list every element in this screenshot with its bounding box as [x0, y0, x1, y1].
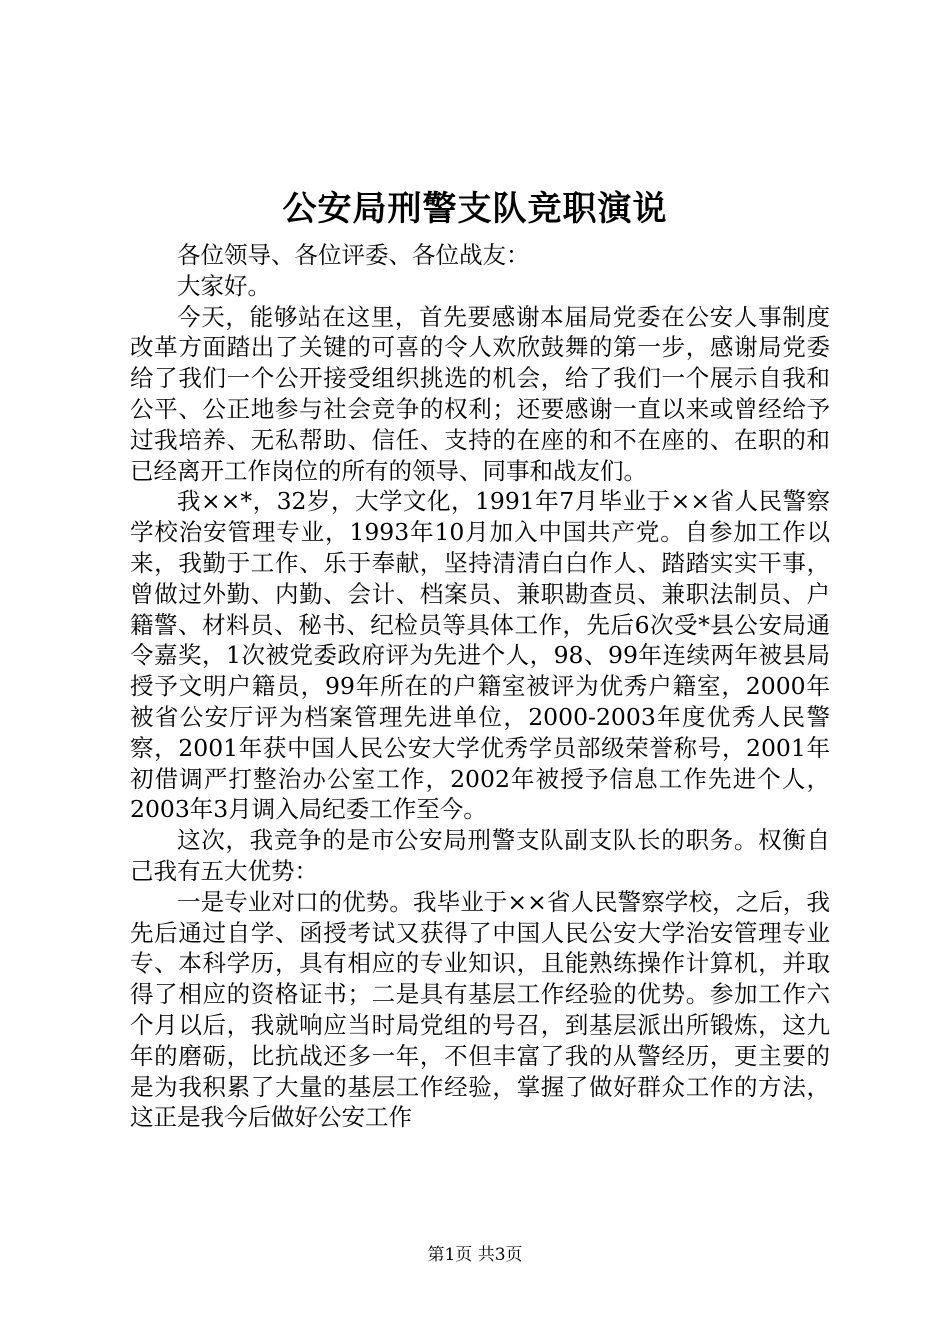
- document-title: 公安局刑警支队竞职演说: [282, 189, 668, 229]
- document-body: [130, 240, 830, 1133]
- paragraph-position: 这次，我竞争的是市公安局刑警支队副支队长的职务。权衡自己我有五大优势：: [130, 826, 830, 885]
- page-number-footer: 第1页 共3页: [427, 1245, 523, 1265]
- paragraph-salutation: 各位领导、各位评委、各位战友：: [177, 241, 530, 269]
- paragraph-greeting: 大家好。: [177, 271, 271, 300]
- paragraph-self-introduction: 我××*，32岁，大学文化，1991年7月毕业于××省人民警察学校治安管理专业，1993年10月加入中国共产党。自参加工作以来，我勤于工作、乐于奉献，坚持清清白白作人、踏踏实实干事，曾做过外勤、内勤、会计、档案员、兼职勘查员、兼职法制员、户籍警、材料员、秘书、纪检员等具体工作，先后6次受*县公安局通令嘉奖，1次被党委政府评为先进个人，98、99年连续两年被县局授予文明户籍员，99年所在的户籍室被评为优秀户籍室，2000年被省公安厅评为档案管理先进单位，2000-2003年度优秀人民警察，2001年获中国人民公安大学优秀学员部级荣誉称号，2001年初借调严打整治办公室工作，2002年被授予信息工作先进个人，2003年3月调入局纪委工作至今。: [130, 487, 830, 824]
- paragraph-advantages: 一是专业对口的优势。我毕业于××省人民警察学校，之后，我先后通过自学、函授考试又获得了中国人民公安大学治安管理专业专、本科学历，具有相应的专业知识，且能熟练操作计算机，并取得了相应的资格证书；二是具有基层工作经验的优势。参加工作六个月以后，我就响应当时局党组的号召，到基层派出所锻炼，这九年的磨砺，比抗战还多一年，不但丰富了我的从警经历，更主要的是为我积累了大量的基层工作经验，掌握了做好群众工作的方法，这正是我今后做好公安工作: [130, 887, 830, 1132]
- paragraph-thanks: 今天，能够站在这里，首先要感谢本届局党委在公安人事制度改革方面踏出了关键的可喜的令人欢欣鼓舞的第一步，感谢局党委给了我们一个公开接受组织挑选的机会，给了我们一个展示自我和公平、公正地参与社会竞争的权利；还要感谢一直以来或曾经给予过我培养、无私帮助、信任、支持的在座的和不在座的、在职的和已经离开工作岗位的所有的领导、同事和战友们。: [130, 302, 830, 485]
